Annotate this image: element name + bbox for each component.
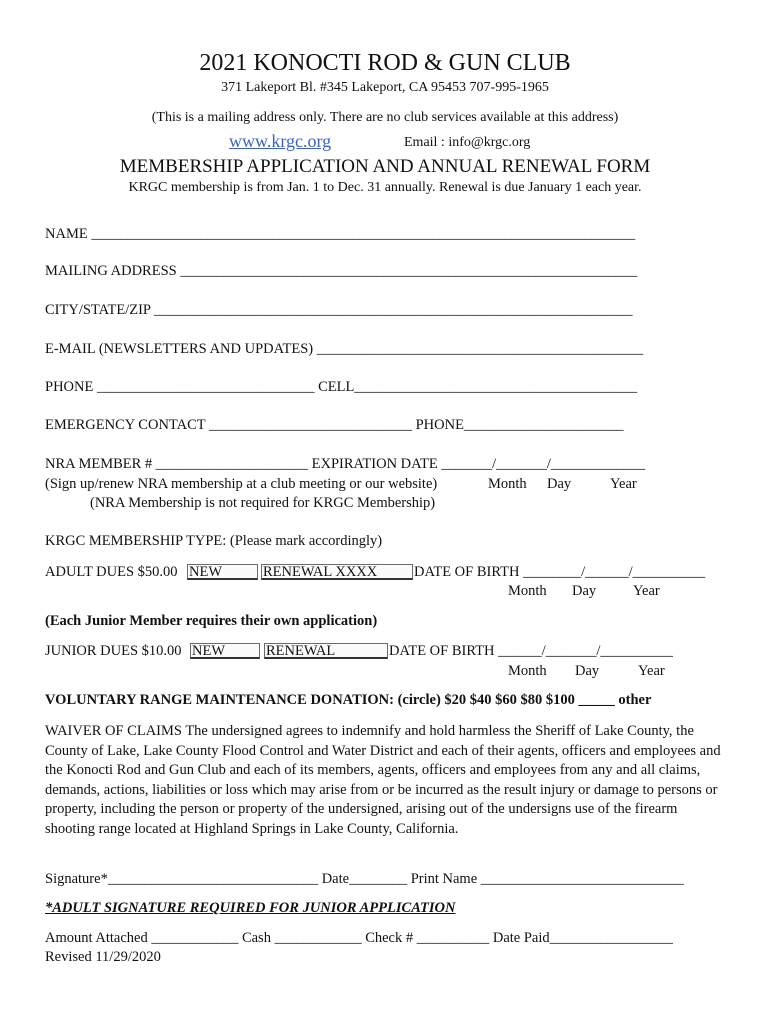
form-title: MEMBERSHIP APPLICATION AND ANNUAL RENEWAL FORM [119,156,651,177]
signature-line[interactable]: Signature*_____________________________ Date________ Print Name ____________________________ [45,871,684,887]
adult-year-label: Year [633,583,660,599]
club-title: 2021 KONOCTI ROD & GUN CLUB [199,50,571,76]
address-note: (This is a mailing address only. There are no club services available at this address) [151,110,619,125]
emergency-contact-field[interactable]: EMERGENCY CONTACT ____________________________ PHONE______________________ [45,417,624,433]
mailing-address-line: 371 Lakeport Bl. #345 Lakeport, CA 95453 707-995-1965 [221,80,549,95]
nra-not-required-note: (NRA Membership is not required for KRGC Membership) [90,495,436,511]
junior-new-checkbox[interactable]: NEW [190,643,260,659]
nra-day-label: Day [547,476,572,492]
nra-year-label: Year [610,476,637,492]
junior-month-label: Month [508,663,547,679]
nra-signup-note: (Sign up/renew NRA membership at a club meeting or our website) [45,476,438,492]
name-field[interactable]: NAME ___________________________________________________________________________ [45,226,636,242]
waiver-of-claims: WAIVER OF CLAIMS The undersigned agrees to indemnify and hold harmless the Sheriff of Lake County, the County of Lake, Lake County Flood Control and Water District and each of their agents, officers and employees and the Konocti Rod and Gun Club and each of its members, agents, officers and employees from any and all claims, demands, actions, liabilities or loss which may arise from or be incurred as the result injury or damage to persons or property, including the person or property of the undersigned, arising out of the undersigns use of the firearm shooting range located at Highland Springs in Lake County, California. [45,723,721,837]
junior-year-label: Year [638,663,665,679]
membership-period-note: KRGC membership is from Jan. 1 to Dec. 31 annually. Renewal is due January 1 each year. [128,180,642,195]
junior-day-label: Day [575,663,600,679]
adult-month-label: Month [508,583,547,599]
city-state-zip-field[interactable]: CITY/STATE/ZIP __________________________________________________________________ [45,302,633,318]
nra-month-label: Month [488,476,527,492]
membership-type-label: KRGC MEMBERSHIP TYPE: (Please mark accordingly) [45,533,383,549]
revised-date: Revised 11/29/2020 [45,949,161,965]
payment-line[interactable]: Amount Attached ____________ Cash ____________ Check # __________ Date Paid_________________ [45,930,673,946]
email-field[interactable]: E-MAIL (NEWSLETTERS AND UPDATES) _____________________________________________ [45,341,643,357]
contact-line [0,131,770,153]
junior-dues-label: JUNIOR DUES $10.00 [45,643,182,659]
email-text: Email : info@krgc.org [404,135,531,150]
adult-dues-label: ADULT DUES $50.00 [45,564,178,580]
adult-dob-field[interactable]: DATE OF BIRTH ________/______/__________ [414,564,706,580]
adult-day-label: Day [572,583,597,599]
junior-renewal-checkbox[interactable]: RENEWAL [264,643,388,659]
adult-new-checkbox[interactable]: NEW [187,564,258,580]
phone-cell-field[interactable]: PHONE ______________________________ CELL_______________________________________ [45,379,638,395]
adult-signature-required-note: *ADULT SIGNATURE REQUIRED FOR JUNIOR APPLICATION [45,900,456,916]
nra-member-field[interactable]: NRA MEMBER # _____________________ EXPIRATION DATE _______/_______/_____________ [45,456,646,472]
mailing-address-field[interactable]: MAILING ADDRESS _______________________________________________________________ [45,263,638,279]
website-link[interactable]: www.krgc.org [229,131,332,151]
junior-dob-field[interactable]: DATE OF BIRTH ______/_______/__________ [389,643,673,659]
junior-note: (Each Junior Member requires their own application) [45,613,378,629]
range-donation-line[interactable]: VOLUNTARY RANGE MAINTENANCE DONATION: (circle) $20 $40 $60 $80 $100 _____ other [45,692,652,708]
adult-renewal-checkbox[interactable]: RENEWAL XXXX [261,564,413,580]
